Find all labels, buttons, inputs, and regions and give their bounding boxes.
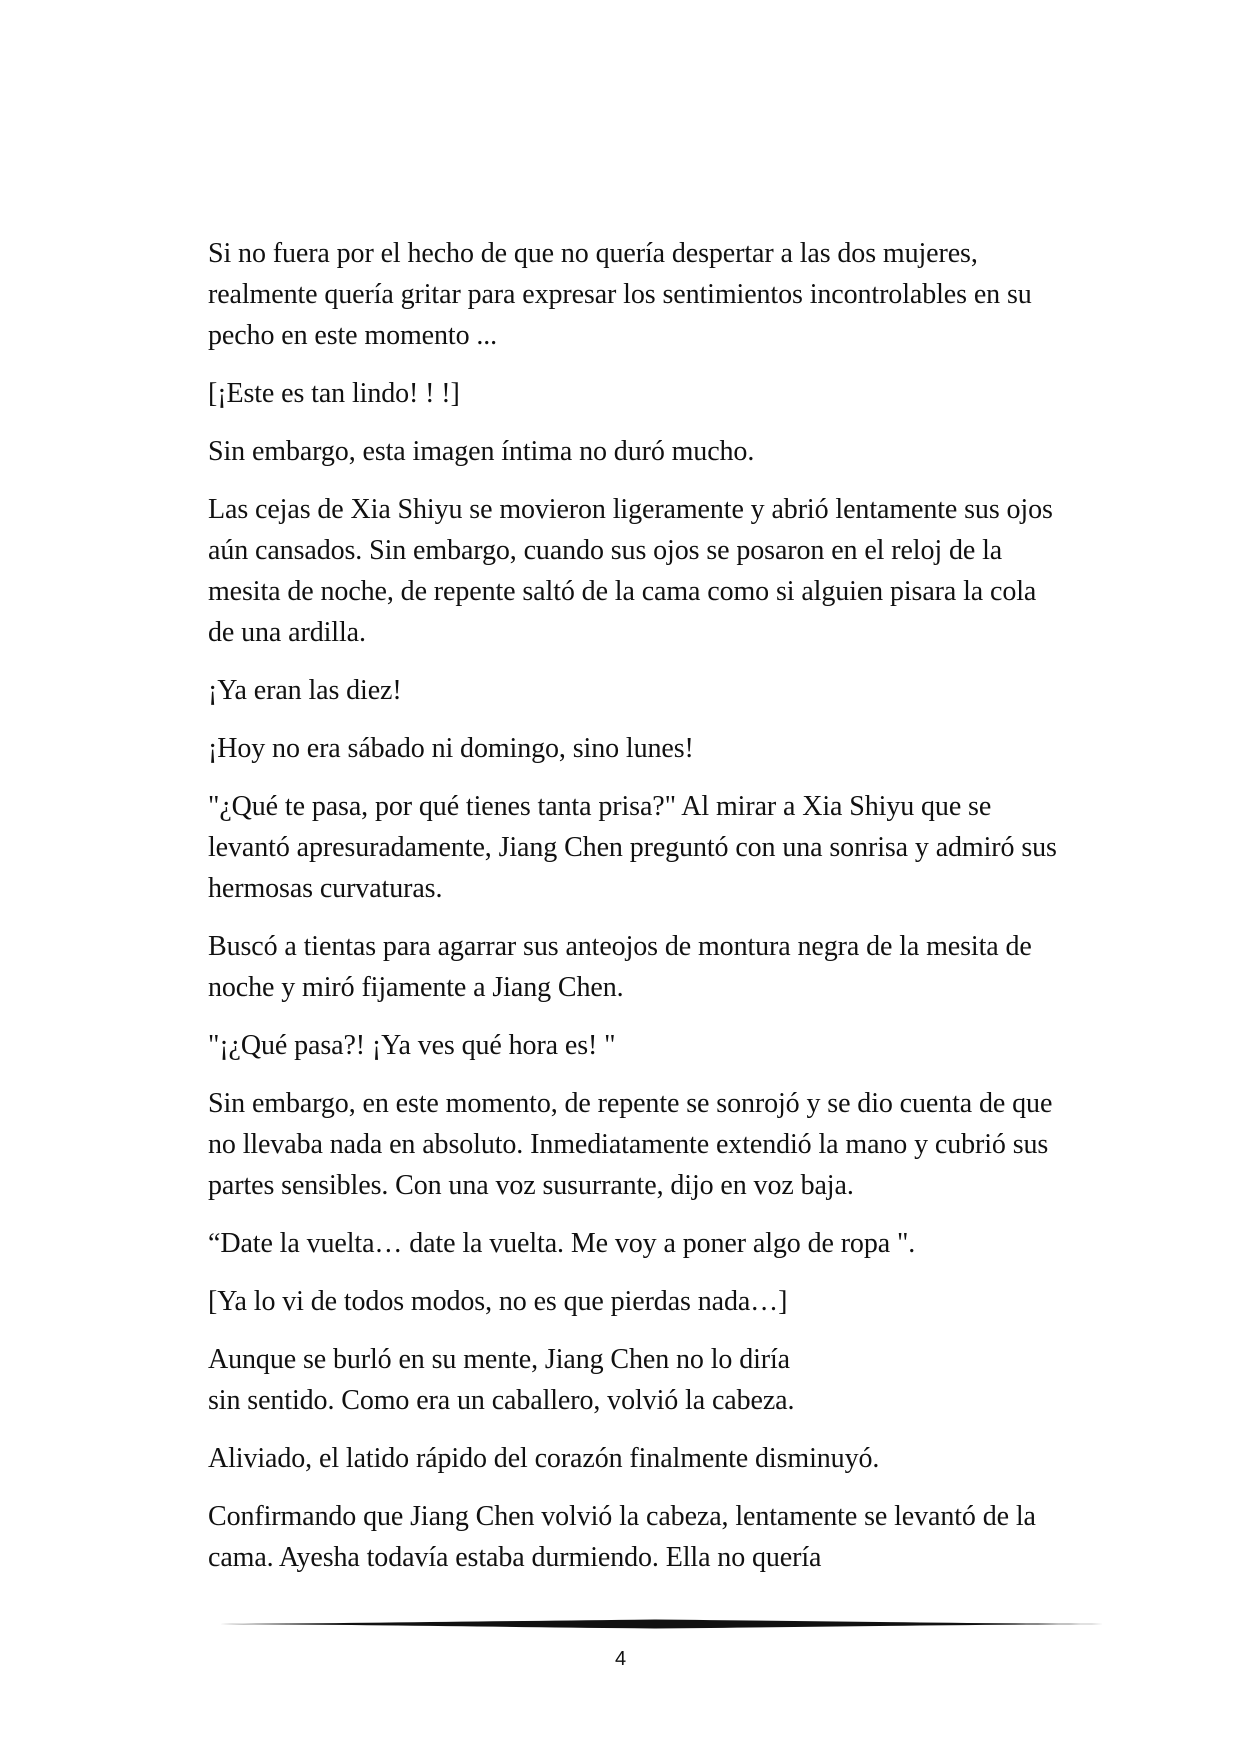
paragraph-5: ¡Ya eran las diez!: [208, 675, 402, 706]
paragraph-1: Si no fuera por el hecho de que no quería despertar a las dos mujeres, realmente quería gritar para expresar los sentimientos incontrolables en su pecho en este momento ...: [208, 238, 1032, 351]
footer-divider: [208, 1618, 1103, 1630]
paragraph-6: ¡Hoy no era sábado ni domingo, sino lunes!: [208, 733, 694, 764]
paragraph-15: Confirmando que Jiang Chen volvió la cabeza, lentamente se levantó de la cama. Ayesha todavía estaba durmiendo. Ella no quería: [208, 1501, 1036, 1573]
paragraph-2: [¡Este es tan lindo! ! !]: [208, 378, 460, 409]
paragraph-9: "¡¿Qué pasa?! ¡Ya ves qué hora es! ": [208, 1030, 616, 1061]
page-number: 4: [614, 1648, 627, 1670]
paragraph-11: “Date la vuelta… date la vuelta. Me voy a poner algo de ropa ".: [208, 1228, 916, 1259]
paragraph-14: Aliviado, el latido rápido del corazón finalmente disminuyó.: [208, 1443, 880, 1474]
paragraph-4: Las cejas de Xia Shiyu se movieron ligeramente y abrió lentamente sus ojos aún cansados. Sin embargo, cuando sus ojos se posaron en el reloj de la mesita de noche, de repente saltó de la cama como si alguien pisara la cola de una ardilla.: [208, 494, 1053, 648]
paragraph-12: [Ya lo vi de todos modos, no es que pierdas nada…]: [208, 1286, 788, 1317]
paragraph-3: Sin embargo, esta imagen íntima no duró mucho.: [208, 436, 755, 467]
document-body: [208, 233, 1068, 1595]
paragraph-10: Sin embargo, en este momento, de repente se sonrojó y se dio cuenta de que no llevaba nada en absoluto. Inmediatamente extendió la mano y cubrió sus partes sensibles. Con una voz susurrante, dijo en voz baja.: [208, 1088, 1053, 1201]
footer-divider-swash: [208, 1620, 1103, 1629]
paragraph-7: "¿Qué te pasa, por qué tienes tanta prisa?" Al mirar a Xia Shiyu que se levantó apresuradamente, Jiang Chen preguntó con una sonrisa y admiró sus hermosas curvaturas.: [208, 791, 1057, 904]
paragraph-13: Aunque se burló en su mente, Jiang Chen no lo diría sin sentido. Como era un caballero, volvió la cabeza.: [208, 1344, 795, 1416]
paragraph-8: Buscó a tientas para agarrar sus anteojos de montura negra de la mesita de noche y miró fijamente a Jiang Chen.: [208, 931, 1032, 1003]
